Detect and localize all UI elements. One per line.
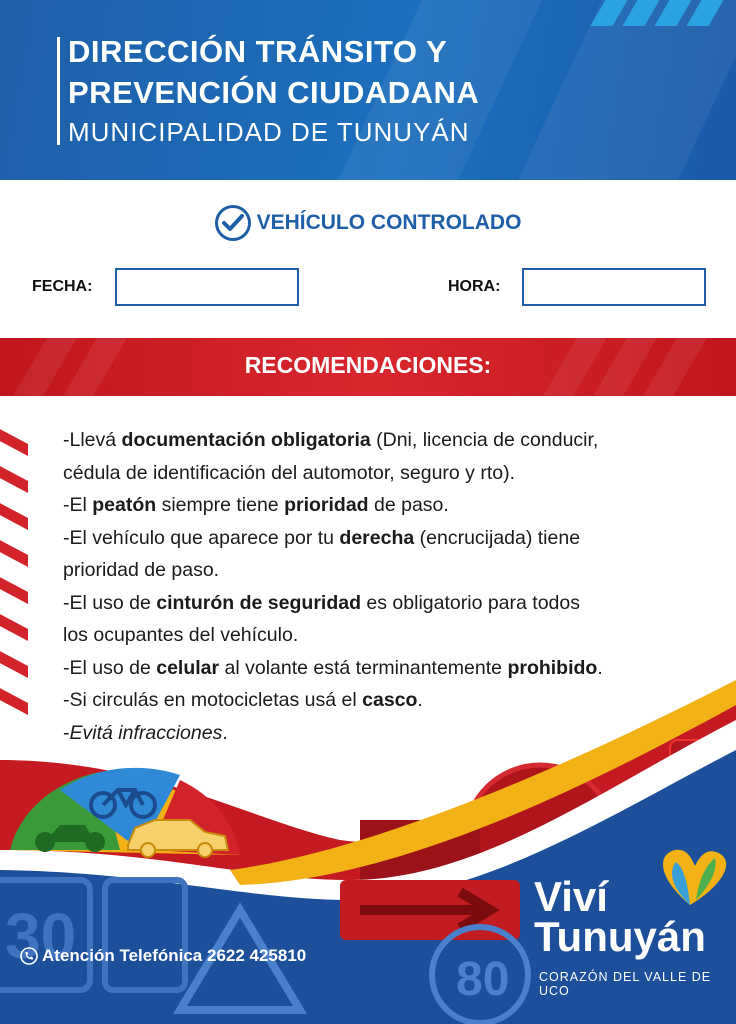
phone-text: Atención Telefónica 2622 425810 [42, 946, 307, 965]
side-stripe [0, 500, 28, 530]
header-title-line1: DIRECCIÓN TRÁNSITO Y [68, 34, 448, 69]
recommendation-item: -Si circulás en motocicletas usá el casco. [63, 689, 423, 711]
header-title-line2: PREVENCIÓN CIUDADANA [68, 75, 480, 110]
controlled-label: VEHÍCULO CONTROLADO [256, 211, 522, 234]
recommendations-banner [0, 338, 736, 396]
header-banner [0, 0, 736, 180]
hora-label: HORA: [448, 278, 501, 295]
recommendation-item: -El uso de celular al volante está terminantemente prohibido. [63, 656, 603, 679]
checkmark-icon [215, 205, 251, 241]
speed-80-text: 80 [456, 953, 510, 1006]
side-stripe [0, 574, 28, 604]
recommendations-title: RECOMENDACIONES: [244, 352, 492, 378]
fecha-label: FECHA: [32, 278, 93, 295]
header-subtitle: MUNICIPALIDAD DE TUNUYÁN [68, 117, 470, 147]
brand-vivi: Viví [534, 873, 608, 920]
recommendation-item: los ocupantes del vehículo. [63, 624, 299, 646]
brand-tunuyan: Tunuyán [534, 913, 706, 960]
side-stripe [0, 611, 28, 641]
hora-field[interactable] [522, 268, 706, 306]
recommendation-item: prioridad de paso. [63, 559, 220, 581]
phone-contact[interactable] [20, 946, 306, 966]
phone-icon [20, 947, 38, 965]
side-stripe [0, 537, 28, 567]
brand-tagline: CORAZÓN DEL VALLE DE UCO [539, 970, 712, 998]
recommendation-item: -Llevá documentación obligatoria (Dni, licencia de conducir, [63, 429, 599, 451]
vehicle-controlled [0, 201, 736, 245]
recommendation-item: -El uso de cinturón de seguridad es obligatorio para todos [63, 591, 580, 614]
recommendation-item: -El peatón siempre tiene prioridad de paso. [63, 494, 449, 516]
recommendation-item: -Evitá infracciones. [63, 721, 228, 744]
fecha-field[interactable] [115, 268, 299, 306]
header-bar [57, 37, 60, 145]
side-stripe [0, 463, 28, 493]
recommendation-item: -El vehículo que aparece por tu derecha (encrucijada) tiene [63, 526, 581, 549]
header-stripe [518, 0, 736, 180]
recommendation-item: cédula de identificación del automotor, seguro y rto). [63, 461, 516, 484]
side-stripe [0, 426, 28, 456]
speed-30-text: 30 [5, 900, 77, 972]
